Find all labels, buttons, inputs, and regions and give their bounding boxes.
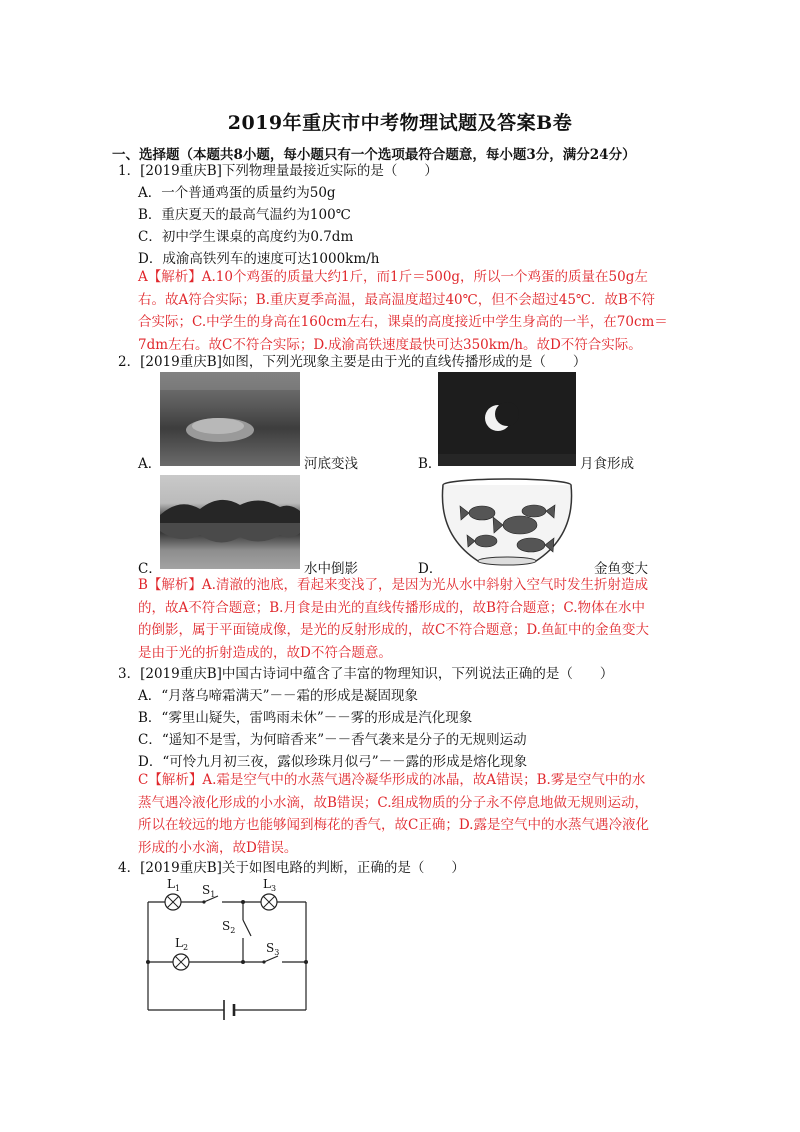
lamp-l2-icon bbox=[173, 954, 189, 970]
q1-analysis-line: 合实际；C.中学生的身高在160cm左右，课桌的高度接近中学生身高的一半，在70cm＝ bbox=[138, 314, 668, 330]
label-l1: $L_1$ bbox=[167, 877, 181, 893]
q3-analysis-line: C【解析】A.霜是空气中的水蒸气遇冷凝华形成的冰晶，故A错误；B.雾是空气中的水 bbox=[138, 772, 646, 788]
q2-analysis bbox=[138, 574, 649, 664]
q3-analysis-line: 所以在较远的地方也能够闻到梅花的香气，故C正确；D.露是空气中的水蒸气遇冷液化 bbox=[138, 817, 649, 833]
q1-analysis bbox=[138, 266, 668, 356]
section-heading: 一、选择题（本题共8小题，每小题只有一个选项最符合题意，每小题3分，满分24分） bbox=[112, 147, 636, 163]
q1-stem: 1．[2019重庆B]下列物理量最接近实际的是（ ） bbox=[118, 163, 438, 179]
goldfish-bowl-drawing bbox=[438, 475, 576, 569]
q1-option-b: B．重庆夏天的最高气温约为100℃ bbox=[138, 207, 351, 223]
q2-option-a-letter: A． bbox=[138, 456, 162, 472]
lamp-l3-icon bbox=[261, 894, 277, 910]
q2-analysis-line: B【解析】A.清澈的池底，看起来变浅了，是因为光从水中斜射入空气时发生折射造成 bbox=[138, 577, 648, 593]
q3-option-a: A．“月落乌啼霜满天”－－霜的形成是凝固现象 bbox=[138, 688, 419, 704]
q1-option-a: A．一个普通鸡蛋的质量约为50g bbox=[138, 185, 336, 201]
lamp-l1-icon bbox=[165, 894, 181, 910]
q2-option-d-text: 金鱼变大 bbox=[594, 561, 648, 577]
label-l3: $L_3$ bbox=[263, 877, 277, 893]
q2-option-b-text: 月食形成 bbox=[580, 456, 634, 472]
q3-analysis-line: 形成的小水滴，故D错误。 bbox=[138, 839, 298, 856]
label-l2: $L_2$ bbox=[175, 936, 189, 952]
q3-option-c: C．“遥知不是雪，为何暗香来”－－香气袭来是分子的无规则运动 bbox=[138, 732, 527, 748]
q2-option-c-text: 水中倒影 bbox=[304, 561, 358, 577]
page-title: 2019年重庆市中考物理试题及答案B卷 bbox=[227, 112, 573, 134]
reflection-image bbox=[160, 475, 300, 569]
eclipse-image bbox=[438, 372, 576, 466]
circuit-diagram bbox=[138, 872, 328, 1022]
q2-option-b-letter: B． bbox=[418, 456, 442, 472]
lunar-eclipse-photo bbox=[438, 372, 576, 466]
fishbowl-image bbox=[438, 475, 576, 569]
label-s1: $S_1$ bbox=[202, 883, 216, 899]
q2-analysis-line: 的，故A不符合题意；B.月食是由光的直线传播形成的，故B符合题意；C.物体在水中 bbox=[138, 599, 646, 616]
q4-stem: 4．[2019重庆B]关于如图电路的判断，正确的是（ ） bbox=[118, 860, 465, 876]
q3-option-d: D．“可怜九月初三夜，露似珍珠月似弓”－－露的形成是熔化现象 bbox=[138, 754, 528, 770]
riverbed-photo bbox=[160, 372, 300, 466]
riverbed-image bbox=[160, 372, 300, 466]
label-s2: $S_2$ bbox=[222, 919, 236, 935]
q3-analysis bbox=[138, 769, 649, 859]
q2-option-a-text: 河底变浅 bbox=[304, 456, 358, 472]
q1-analysis-line: A【解析】A.10个鸡蛋的质量大约1斤，而1斤＝500g，所以一个鸡蛋的质量在50g左 bbox=[138, 269, 648, 285]
q2-option-c-letter: C． bbox=[138, 561, 162, 577]
q2-analysis-line: 的倒影，属于平面镜成像，是光的反射形成的，故C不符合题意；D.鱼缸中的金鱼变大 bbox=[138, 622, 649, 638]
q3-option-b: B．“雾里山疑失，雷鸣雨未休”－－雾的形成是汽化现象 bbox=[138, 710, 473, 726]
q1-analysis-line: 右。故A符合实际；B.重庆夏季高温，最高温度超过40℃，但不会超过45℃．故B不符 bbox=[138, 291, 655, 308]
q2-analysis-line: 是由于光的折射造成的，故D不符合题意。 bbox=[138, 644, 392, 661]
q3-stem: 3．[2019重庆B]中国古诗词中蕴含了丰富的物理知识，下列说法正确的是（ ） bbox=[118, 666, 614, 682]
q2-option-d-letter: D． bbox=[418, 561, 443, 577]
q2-stem: 2．[2019重庆B]如图，下列光现象主要是由于光的直线传播形成的是（ ） bbox=[118, 354, 587, 370]
q1-option-c: C．初中学生课桌的高度约为0.7dm bbox=[138, 229, 354, 245]
q1-option-d: D．成渝高铁列车的速度可达1000km/h bbox=[138, 251, 380, 267]
q1-analysis-line: 7dm左右。故C不符合实际；D.成渝高铁速度最快可达350km/h。故D不符合实际。 bbox=[138, 336, 642, 353]
reflection-photo bbox=[160, 475, 300, 569]
label-s3: $S_3$ bbox=[266, 941, 280, 957]
q3-analysis-line: 蒸气遇冷液化形成的小水滴，故B错误；C.组成物质的分子永不停息地做无规则运动， bbox=[138, 794, 649, 811]
